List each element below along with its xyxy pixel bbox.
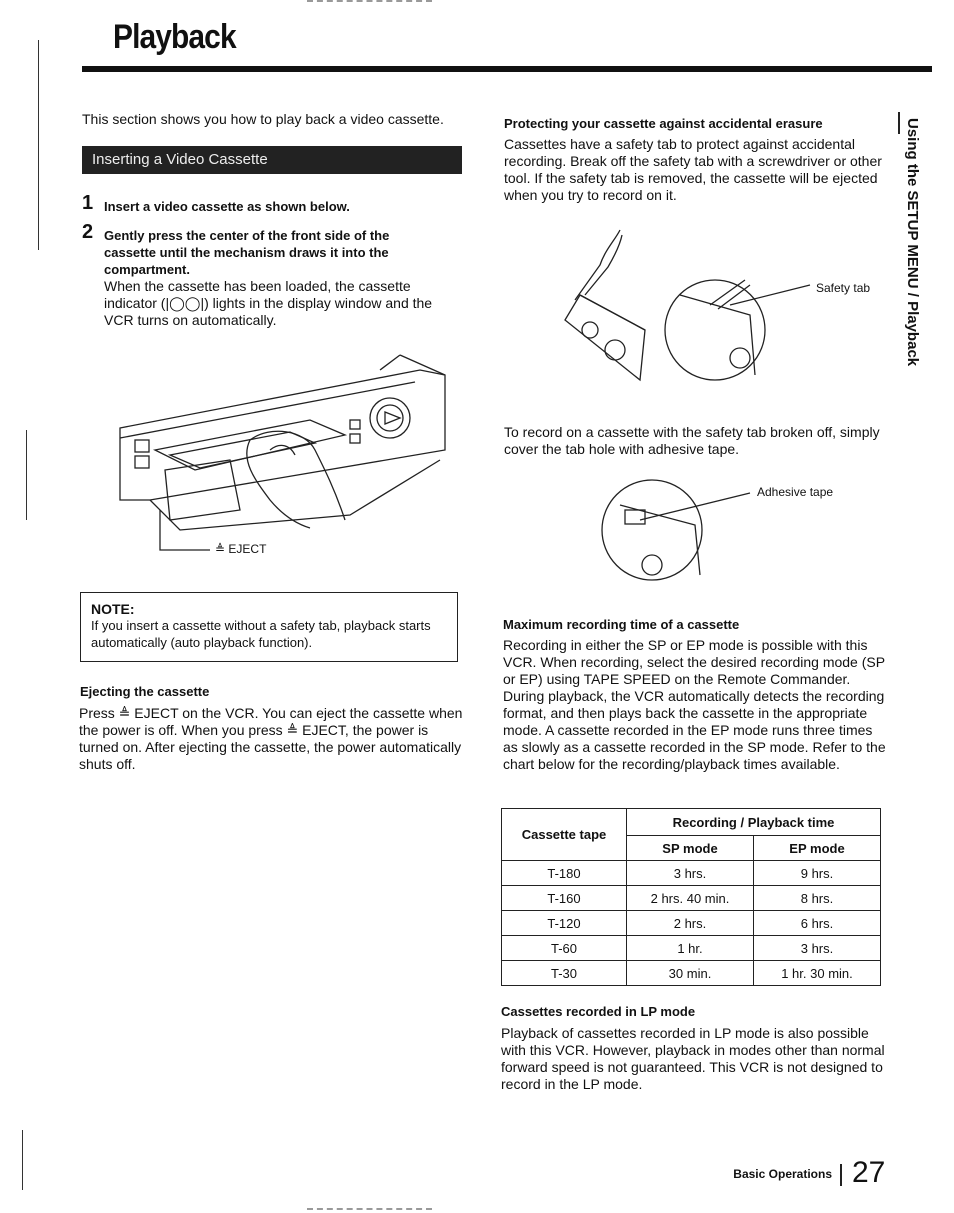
step-number: 2 xyxy=(82,221,94,243)
step-title: Gently press the center of the front side of the cassette until the mechanism draws it into the compartment. xyxy=(104,228,390,277)
adhesive-tape-illustration xyxy=(600,475,760,585)
header-ep-mode: EP mode xyxy=(754,836,881,861)
max-heading: Maximum recording time of a cassette xyxy=(503,617,740,632)
safety-tab-illustration xyxy=(560,225,890,385)
protect-text: Cassettes have a safety tab to protect against accidental recording. Break off the safety tab with a screwdriver or other tool. If the safety tab is removed, the cassette will be ejected when you try to record on it. xyxy=(504,136,882,203)
cell-sp: 30 min. xyxy=(627,961,754,986)
cell-tape: T-60 xyxy=(502,936,627,961)
recording-time-table xyxy=(501,808,881,986)
safety-tab-drawing xyxy=(560,225,890,385)
scan-mark-top xyxy=(307,0,432,2)
vcr-illustration xyxy=(110,350,455,560)
margin-line xyxy=(26,430,27,520)
title-rule xyxy=(82,66,932,72)
header-cassette-tape: Cassette tape xyxy=(502,809,627,861)
cell-ep: 1 hr. 30 min. xyxy=(754,961,881,986)
safety-tab-label: Safety tab xyxy=(816,281,871,295)
adhesive-tape-drawing xyxy=(600,475,760,585)
header-recording-time: Recording / Playback time xyxy=(627,809,881,836)
cell-tape: T-180 xyxy=(502,861,627,886)
cell-tape: T-160 xyxy=(502,886,627,911)
margin-line xyxy=(38,40,39,250)
intro-text: This section shows you how to play back a video cassette. xyxy=(82,111,444,127)
table-row xyxy=(502,961,881,986)
cover-text: To record on a cassette with the safety tab broken off, simply cover the tab hole with adhesive tape. xyxy=(504,424,880,457)
cell-sp: 2 hrs. xyxy=(627,911,754,936)
ejecting-text: Press ≜ EJECT on the VCR. You can eject the cassette when the power is off. When you press ≜ EJECT, the power is turned on. After ejecting the cassette, the power automatically shuts off. xyxy=(79,705,463,772)
cell-sp: 1 hr. xyxy=(627,936,754,961)
table-row xyxy=(502,936,881,961)
section-bar xyxy=(82,146,462,174)
lp-heading: Cassettes recorded in LP mode xyxy=(501,1004,696,1019)
step-title: Insert a video cassette as shown below. xyxy=(104,199,350,214)
side-tab xyxy=(901,118,921,367)
margin-line xyxy=(22,1130,23,1190)
eject-label: ≜ EJECT xyxy=(215,542,267,556)
section-bar-label: Inserting a Video Cassette xyxy=(92,151,268,168)
side-tab-bar xyxy=(898,112,900,134)
table-row xyxy=(502,911,881,936)
step-body: When the cassette has been loaded, the cassette indicator (|◯◯|) lights in the display window and the VCR turns on automatically. xyxy=(104,278,433,328)
cell-sp: 3 hrs. xyxy=(627,861,754,886)
cell-ep: 3 hrs. xyxy=(754,936,881,961)
cell-tape: T-120 xyxy=(502,911,627,936)
footer-section-label: Basic Operations xyxy=(733,1167,832,1181)
table-row xyxy=(502,886,881,911)
scan-mark-bottom xyxy=(307,1208,432,1210)
note-box xyxy=(80,592,458,662)
side-tab-label: Using the SETUP MENU / Playback xyxy=(904,118,921,367)
cell-sp: 2 hrs. 40 min. xyxy=(627,886,754,911)
footer-divider xyxy=(840,1164,842,1186)
page-number: 27 xyxy=(852,1156,886,1189)
lp-text: Playback of cassettes recorded in LP mode is also possible with this VCR. However, playback in modes other than normal forward speed is not guaranteed. This VCR is not designed to record in the LP mode. xyxy=(501,1025,885,1092)
cell-ep: 6 hrs. xyxy=(754,911,881,936)
step-number: 1 xyxy=(82,192,94,214)
cell-tape: T-30 xyxy=(502,961,627,986)
header-sp-mode: SP mode xyxy=(627,836,754,861)
max-text: Recording in either the SP or EP mode is possible with this VCR. When recording, select the desired recording mode (SP or EP) using TAPE SPEED on the Remote Commander. During playback, the VCR automatically detects the recording format, and then plays back the cassette in the appropriate mode. A cassette recorded in the EP mode runs three times as slowly as a cassette recorded in the SP mode. Refer to the chart below for the recording/playback times available. xyxy=(503,637,886,772)
cell-ep: 9 hrs. xyxy=(754,861,881,886)
note-text: If you insert a cassette without a safety tab, playback starts automatically (auto playback function). xyxy=(91,618,431,650)
ejecting-heading: Ejecting the cassette xyxy=(80,684,210,699)
recording-table xyxy=(501,808,881,986)
page-title: Playback xyxy=(113,18,236,56)
cell-ep: 8 hrs. xyxy=(754,886,881,911)
adhesive-label: Adhesive tape xyxy=(757,485,834,499)
protect-heading: Protecting your cassette against accidental erasure xyxy=(504,116,823,131)
table-row xyxy=(502,861,881,886)
note-label: NOTE: xyxy=(91,601,135,617)
vcr-drawing xyxy=(110,350,455,560)
